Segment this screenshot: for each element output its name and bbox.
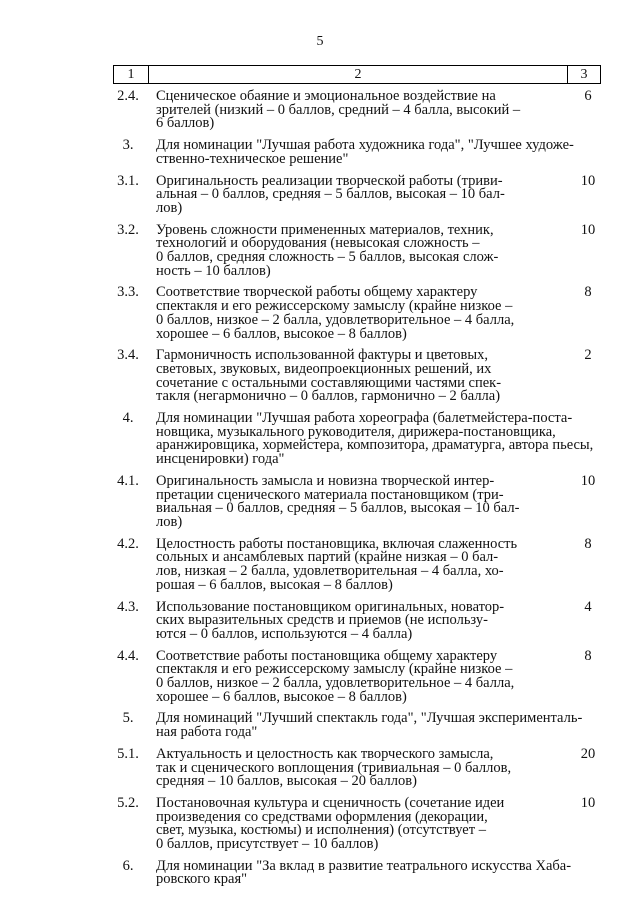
section-title: Для номинации "Лучшая работа хореографа (балетмейстера-поста- новщика, музыкального руководителя, дирижера-постановщика, аранжировщика, хормейстера, композитора, драматурга, автора пьесы, инсценировки) года" [156, 410, 594, 468]
row-points: 10 [580, 172, 596, 189]
table-row [100, 172, 610, 216]
table-row [100, 647, 610, 705]
section-number: 6. [122, 857, 134, 874]
row-number: 4.4. [117, 647, 139, 664]
table-row [100, 349, 610, 404]
row-criterion: Сценическое обаяние и эмоциональное воздействие на зрителей (низкий – 0 баллов, средний – 4 балла, высокий – 6 баллов) [156, 88, 521, 132]
table-row [100, 90, 610, 131]
table-row [100, 535, 610, 593]
section-row [100, 412, 610, 467]
row-criterion: Использование постановщиком оригинальных, новатор- ских выразительных средств и приемов (не использу- ются – 0 баллов, используются – 4 балла) [156, 598, 505, 642]
row-points: 4 [584, 598, 592, 615]
page-number: 5 [316, 34, 324, 49]
section-row [100, 712, 610, 739]
section-number: 5. [122, 710, 134, 727]
table-row [100, 598, 610, 642]
section-row [100, 139, 610, 166]
row-number: 3.1. [117, 172, 139, 189]
section-title: Для номинации "За вклад в развитие театрального искусства Хаба- ровского края" [156, 857, 572, 888]
table-row [100, 286, 610, 341]
row-number: 5.1. [117, 745, 139, 762]
table-row [100, 221, 610, 279]
row-points: 10 [580, 794, 596, 811]
column-header-points: 3 [580, 67, 588, 82]
row-criterion: Гармоничность использованной фактуры и цветовых, световых, звуковых, видеопроекционных решений, их сочетание с остальными составляющими частями спек- такля (негармонично – 0 баллов, гармонично – 2 балла) [156, 347, 502, 405]
row-criterion: Соответствие работы постановщика общему характеру спектакля и его режиссерскому замыслу (крайне низкое – 0 баллов, низкое – 2 балла, удовлетворительное – 4 балла, хорошее – 6 баллов, высокое – 8 баллов) [156, 647, 515, 705]
section-title: Для номинаций "Лучший спектакль года", "Лучшая эксперименталь- ная работа года" [156, 710, 583, 741]
column-header-number: 1 [114, 66, 149, 83]
row-number: 2.4. [117, 88, 139, 104]
section-title: Для номинации "Лучшая работа художника года", "Лучшее художе- ственно-техническое решение" [156, 137, 574, 167]
row-number: 4.1. [117, 472, 139, 489]
row-criterion: Соответствие творческой работы общему характеру спектакля и его режиссерскому замыслу (крайне низкое – 0 баллов, низкое – 2 балла, удовлетворительное – 4 балла, хорошее – 6 баллов, высокое – 8 баллов) [156, 284, 515, 342]
row-number: 3.4. [117, 347, 139, 364]
row-criterion: Оригинальность реализации творческой работы (триви- альная – 0 баллов, средняя – 5 баллов, высокая – 10 бал- лов) [156, 172, 505, 216]
row-number: 5.2. [117, 794, 139, 811]
table-header-row [113, 65, 601, 84]
row-points: 20 [580, 745, 596, 762]
row-criterion: Актуальность и целостность как творческого замысла, так и сценического воплощения (тривиальная – 0 баллов, средняя – 10 баллов, высокая – 20 баллов) [156, 745, 512, 790]
table-row [100, 794, 610, 853]
row-criterion: Уровень сложности примененных материалов, техник, технологий и оборудования (невысокая сложность – 0 баллов, средняя сложность – 5 баллов, высокая слож- ность – 10 баллов) [156, 221, 499, 279]
column-header-criterion: 2 [149, 66, 568, 83]
table-row [100, 472, 610, 530]
row-number: 4.3. [117, 598, 139, 615]
section-number: 3. [122, 137, 134, 154]
row-points: 8 [584, 535, 592, 552]
row-criterion: Постановочная культура и сценичность (сочетание идеи произведения со средствами оформления (декорации, свет, музыка, костюмы) и исполнения) (отсутствует – 0 баллов, присутствует – 10 баллов) [156, 794, 505, 853]
row-criterion: Оригинальность замысла и новизна творческой интер- претации сценического материала постановщиком (три- виальная – 0 баллов, средняя – 5 баллов, высокая – 10 бал- лов) [156, 472, 520, 530]
section-row [100, 857, 610, 888]
table-row [100, 745, 610, 790]
row-number: 3.3. [117, 284, 139, 301]
row-points: 10 [580, 472, 596, 489]
row-criterion: Целостность работы постановщика, включая слаженность сольных и ансамблевых партий (крайне низкая – 0 бал- лов, низкая – 2 балла, удовлетворительная – 4 балла, хо- рошая – 6 баллов, высокая – 8 баллов) [156, 535, 518, 593]
row-number: 4.2. [117, 535, 139, 552]
row-points: 8 [584, 284, 592, 301]
section-number: 4. [122, 410, 134, 427]
criteria-table-body [100, 90, 610, 895]
row-points: 6 [584, 88, 592, 104]
row-points: 2 [584, 347, 592, 364]
row-number: 3.2. [117, 221, 139, 238]
row-points: 10 [580, 221, 596, 238]
row-points: 8 [584, 647, 592, 664]
